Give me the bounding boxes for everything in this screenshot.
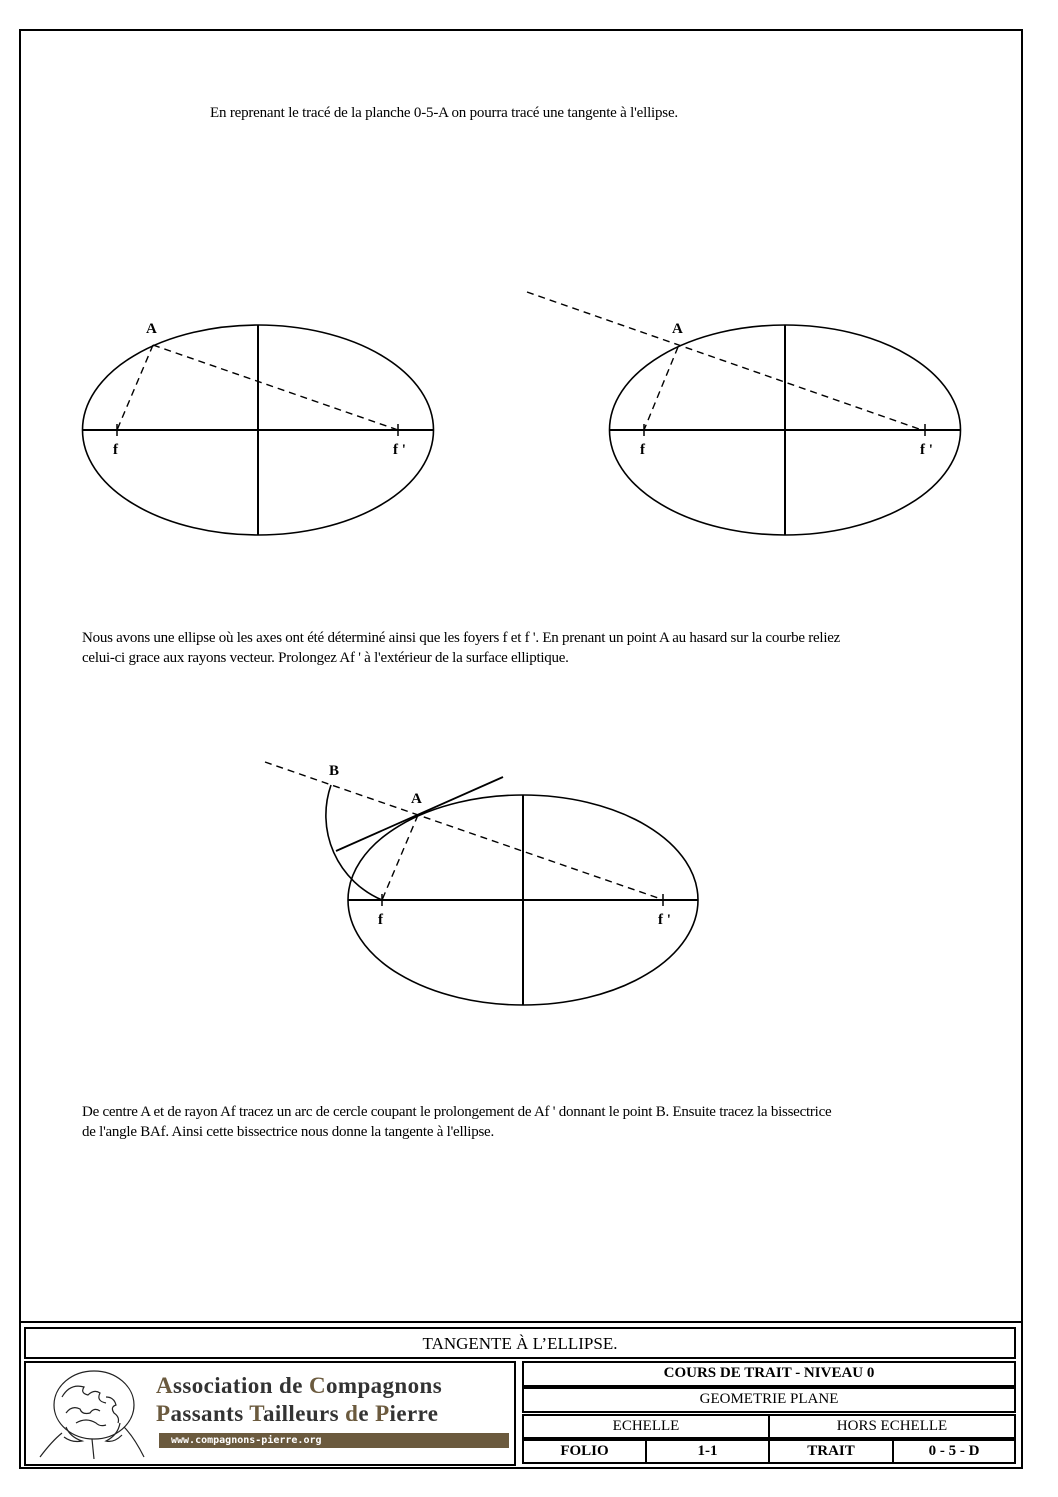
page-frame [19,29,1023,1469]
logo-initial: C [308,1373,326,1398]
logo-text: ssociation de [173,1373,309,1398]
fig1-label-f-prime: f ' [393,442,406,458]
folio-value-cell: 1-1 [645,1439,770,1464]
paragraph-2-line: de l'angle BAf. Ainsi cette bissectrice nous donne la tangente à l'ellipse. [82,1124,494,1140]
fig3-label-f: f [378,912,383,928]
stone-carver-head-icon [32,1367,150,1462]
logo-title-line-1 [156,1373,442,1399]
logo-initial: d [345,1401,359,1426]
paragraph-1 [82,628,1012,668]
logo-text: ompagnons [325,1373,443,1398]
title-block-divider [19,1321,1021,1323]
logo-text: e [358,1401,376,1426]
trait-label-cell: TRAIT [768,1439,894,1464]
fig1-label-a: A [146,321,157,337]
fig2-label-f: f [640,442,645,458]
intro-text: En reprenant le tracé de la planche 0-5-A on pourra tracé une tangente à l'ellipse. [210,105,678,121]
scale-label-cell: ECHELLE [522,1414,770,1439]
logo-initial: T [249,1401,263,1426]
paragraph-2 [82,1102,1012,1142]
fig3-label-b: B [329,763,340,779]
logo-initial: P [375,1401,390,1426]
paragraph-1-line: Nous avons une ellipse où les axes ont été déterminé ainsi que les foyers f et f '. En prenant un point A au hasard sur la courbe reliez [82,630,841,646]
logo-text: ailleurs [262,1401,346,1426]
folio-label-cell: FOLIO [522,1439,647,1464]
logo-text: assants [170,1401,250,1426]
subject-cell: GEOMETRIE PLANE [522,1387,1016,1413]
fig2-label-f-prime: f ' [920,442,933,458]
drawing-title: TANGENTE À L’ELLIPSE. [24,1327,1016,1359]
course-cell: COURS DE TRAIT - NIVEAU 0 [522,1361,1016,1387]
logo-url-link[interactable]: www.compagnons-pierre.org [159,1433,509,1448]
scale-value-cell: HORS ECHELLE [768,1414,1016,1439]
trait-value-cell: 0 - 5 - D [892,1439,1016,1464]
fig3-label-a: A [411,791,422,807]
logo-title-line-2 [156,1401,438,1427]
association-logo [24,1361,516,1466]
fig1-label-f: f [113,442,118,458]
fig2-label-a: A [672,321,683,337]
paragraph-1-line: celui-ci grace aux rayons vecteur. Prolongez Af ' à l'extérieur de la surface elliptique. [82,650,569,666]
logo-initial: P [156,1401,171,1426]
fig3-label-f-prime: f ' [658,912,671,928]
logo-text: ierre [389,1401,439,1426]
title-block-table [522,1361,1016,1464]
logo-initial: A [156,1373,174,1398]
paragraph-2-line: De centre A et de rayon Af tracez un arc de cercle coupant le prolongement de Af ' donnant le point B. Ensuite tracez la bissectrice [82,1104,832,1120]
